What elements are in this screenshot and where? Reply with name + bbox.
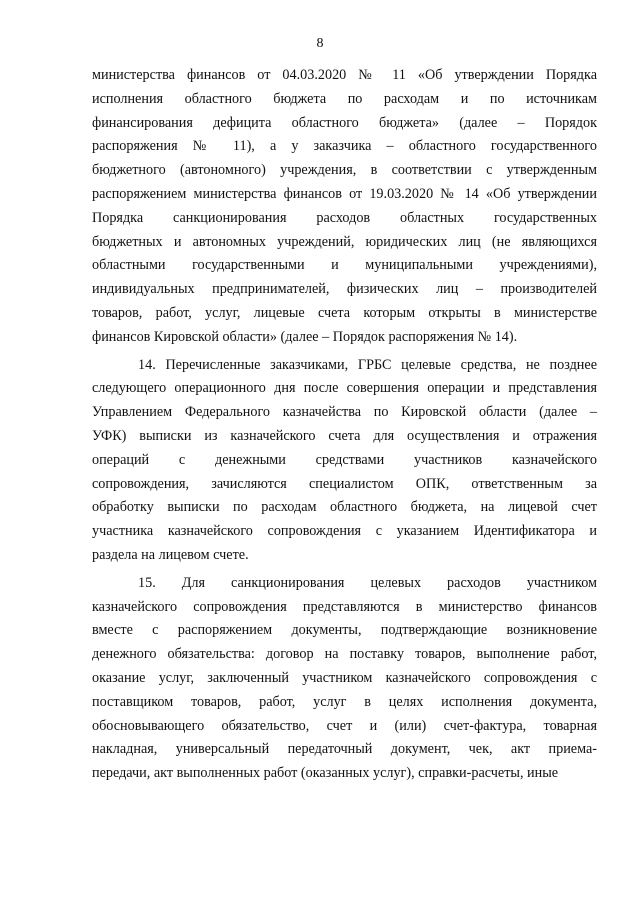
text-line: 14. Перечисленные заказчиками, ГРБС целевые средства, не позднее	[138, 356, 597, 373]
text-line: министерства финансов от 04.03.2020 № 11 «Об утверждении Порядка	[92, 67, 597, 83]
text-line: товаров, работ, услуг, лицевые счета которым открыты в министерстве	[92, 304, 597, 321]
text-line: финансов Кировской области» (далее – Порядок распоряжения № 14).	[92, 328, 518, 345]
text-line: обосновывающего обязательство, счет и (или) счет-фактура, товарная	[92, 717, 597, 734]
text-line: бюджетных и автономных учреждений, юридических лиц (не являющихся	[92, 233, 597, 250]
text-line: распоряжения № 11), а у заказчика – областного государственного	[92, 138, 597, 155]
text-line: передачи, акт выполненных работ (оказанных услуг), справки-расчеты, иные	[92, 765, 559, 782]
text-line: Порядка санкционирования расходов областных государственных	[92, 209, 597, 226]
text-line: накладная, универсальный передаточный документ, чек, акт приема-	[92, 741, 597, 758]
text-line: казначейского сопровождения представляются в министерство финансов	[92, 598, 597, 615]
text-line: бюджетного (автономного) учреждения, в соответствии с утвержденным	[92, 162, 597, 179]
text-line: оказание услуг, заключенный участником казначейского сопровождения с	[92, 669, 597, 686]
text-line: индивидуальных предпринимателей, физических лиц – производителей	[92, 281, 597, 298]
text-line: вместе с распоряжением документы, подтверждающие возникновение	[92, 622, 597, 639]
text-line: следующего операционного дня после совершения операции и представления	[92, 380, 597, 397]
text-line: УФК) выписки из казначейского счета для осуществления и отражения	[92, 427, 597, 444]
text-line: распоряжением министерства финансов от 19.03.2020 № 14 «Об утверждении	[92, 185, 597, 202]
text-line: сопровождения, зачисляются специалистом ОПК, ответственным за	[92, 475, 597, 492]
text-line: раздела на лицевом счете.	[92, 546, 249, 563]
paragraph	[92, 64, 597, 350]
paragraph	[92, 572, 597, 786]
text-line: операций с денежными средствами участников казначейского	[92, 451, 597, 468]
paragraph	[92, 354, 597, 568]
text-line: участника казначейского сопровождения с указанием Идентификатора и	[92, 523, 597, 540]
text-line: денежного обязательства: договор на поставку товаров, выполнение работ,	[92, 646, 597, 663]
text-line: финансирования дефицита областного бюджета» (далее – Порядок	[92, 114, 597, 131]
document-body	[92, 64, 597, 790]
text-line: поставщиком товаров, работ, услуг в целях исполнения документа,	[92, 693, 597, 710]
text-line: 15. Для санкционирования целевых расходов участником	[138, 574, 597, 591]
text-line: обработку выписки по расходам областного бюджета, на лицевой счет	[92, 499, 597, 516]
text-line: исполнения областного бюджета по расходам и по источникам	[92, 90, 597, 107]
page-number: 8	[316, 36, 324, 51]
text-line: Управлением Федерального казначейства по Кировской области (далее –	[92, 404, 597, 421]
text-line: областными государственными и муниципальными учреждениями),	[92, 257, 597, 274]
